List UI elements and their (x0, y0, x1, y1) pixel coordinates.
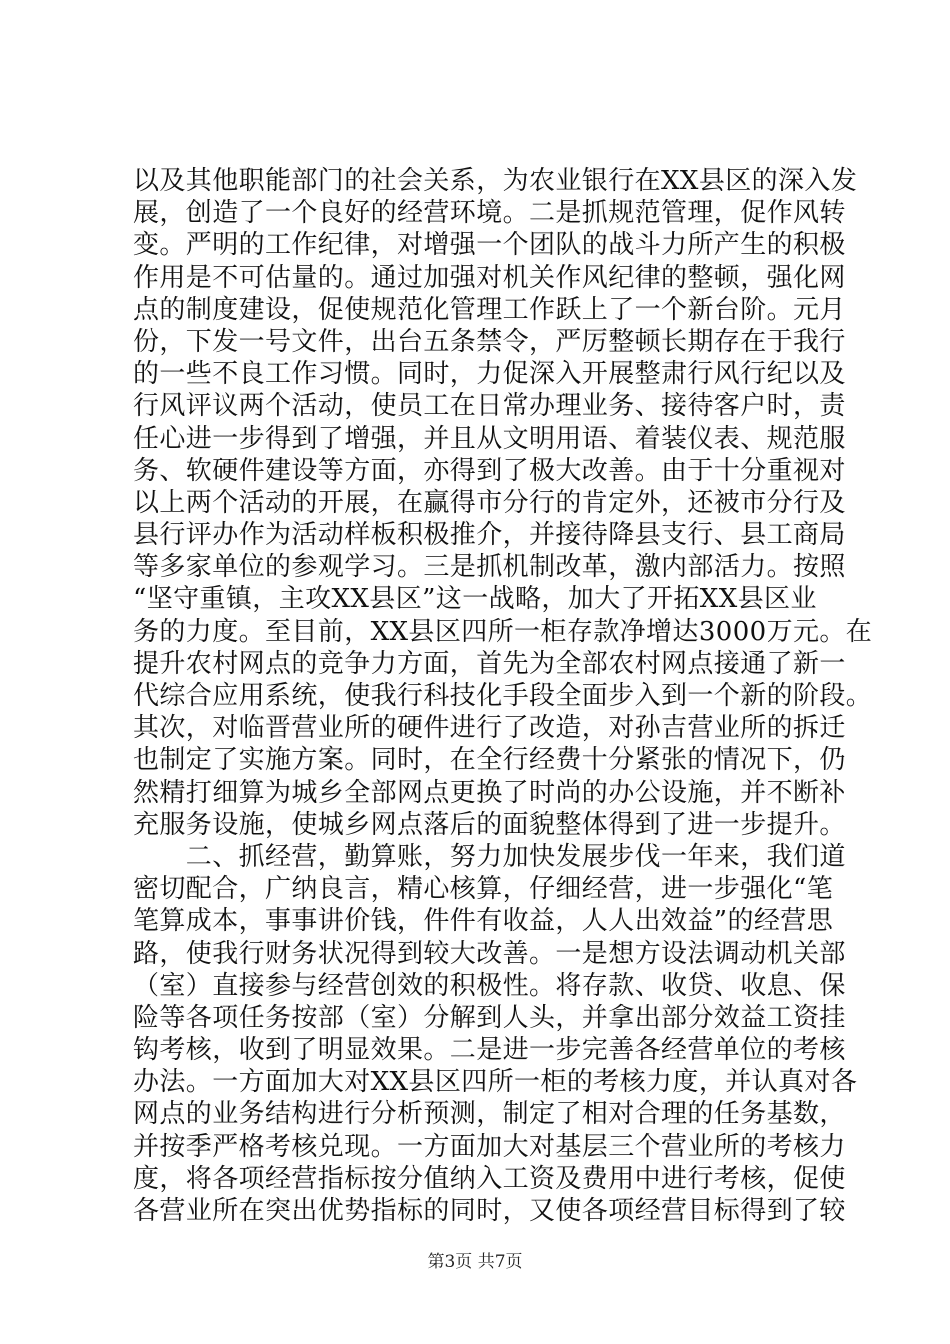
text-line: 以上两个活动的开展，在赢得市分行的肯定外，还被市分行及 (133, 487, 846, 518)
text-line: 网点的业务结构进行分析预测，制定了相对合理的任务基数， (133, 1099, 846, 1130)
page-footer: 第3页 共7页 (427, 1252, 523, 1272)
text-line: 作用是不可估量的。通过加强对机关作风纪律的整顿，强化网 (133, 262, 846, 293)
text-line: 份，下发一号文件，出台五条禁令，严厉整顿长期存在于我行 (133, 326, 846, 357)
text-line: 的一些不良工作习惯。同时，力促深入开展整肃行风行纪以及 (133, 359, 846, 390)
text-line: 务、软硬件建设等方面，亦得到了极大改善。由于十分重视对 (133, 455, 846, 486)
text-line: 办法。一方面加大对XX县区四所一柜的考核力度，并认真对各 (133, 1067, 858, 1098)
text-line: 点的制度建设，促使规范化管理工作跃上了一个新台阶。元月 (133, 294, 846, 325)
text-line: 也制定了实施方案。同时，在全行经费十分紧张的情况下，仍 (133, 745, 846, 776)
text-line: 二、抓经营，勤算账，努力加快发展步伐一年来，我们道 (133, 841, 846, 872)
text-line: 密切配合，广纳良言，精心核算，仔细经营，进一步强化“笔 (133, 874, 834, 905)
text-line: 各营业所在突出优势指标的同时，又使各项经营目标得到了较 (133, 1196, 846, 1226)
text-line: 等多家单位的参观学习。三是抓机制改革，激内部活力。按照 (133, 552, 846, 583)
text-line: 任心进一步得到了增强，并且从文明用语、着装仪表、规范服 (133, 423, 846, 454)
text-line: 县行评办作为活动样板积极推介，并接待降县支行、县工商局 (133, 520, 846, 551)
text-line: 提升农村网点的竞争力方面，首先为全部农村网点接通了新一 (133, 648, 846, 679)
text-line: 变。严明的工作纪律，对增强一个团队的战斗力所产生的积极 (133, 230, 846, 261)
text-line: 然精打细算为城乡全部网点更换了时尚的办公设施，并不断补 (133, 777, 846, 808)
text-line: 务的力度。至目前，XX县区四所一柜存款净增达3000万元。在 (133, 616, 873, 647)
text-line: 展，创造了一个良好的经营环境。二是抓规范管理，促作风转 (133, 198, 846, 229)
text-line: 路，使我行财务状况得到较大改善。一是想方设法调动机关部 (133, 938, 846, 969)
text-line: 以及其他职能部门的社会关系，为农业银行在XX县区的深入发 (133, 166, 858, 196)
text-line: 其次，对临晋营业所的硬件进行了改造，对孙吉营业所的拆迁 (133, 713, 846, 744)
text-line: 行风评议两个活动，使员工在日常办理业务、接待客户时，责 (133, 391, 846, 422)
text-line: 并按季严格考核兑现。一方面加大对基层三个营业所的考核力 (133, 1131, 846, 1162)
text-line: 代综合应用系统，使我行科技化手段全面步入到一个新的阶段。 (133, 681, 873, 711)
text-line: 钩考核，收到了明显效果。二是进一步完善各经营单位的考核 (133, 1035, 846, 1066)
text-line: 充服务设施，使城乡网点落后的面貌整体得到了进一步提升。 (133, 809, 846, 840)
body-text (133, 165, 873, 1227)
text-line: “坚守重镇，主攻XX县区”这一战略，加大了开拓XX县区业 (133, 584, 817, 615)
text-line: 笔算成本，事事讲价钱，件件有收益，人人出效益”的经营思 (133, 906, 834, 937)
text-line: 度，将各项经营指标按分值纳入工资及费用中进行考核，促使 (133, 1163, 846, 1194)
text-line: （室）直接参与经营创效的积极性。将存款、收贷、收息、保 (133, 970, 846, 1001)
text-line: 险等各项任务按部（室）分解到人头，并拿出部分效益工资挂 (133, 1002, 846, 1033)
